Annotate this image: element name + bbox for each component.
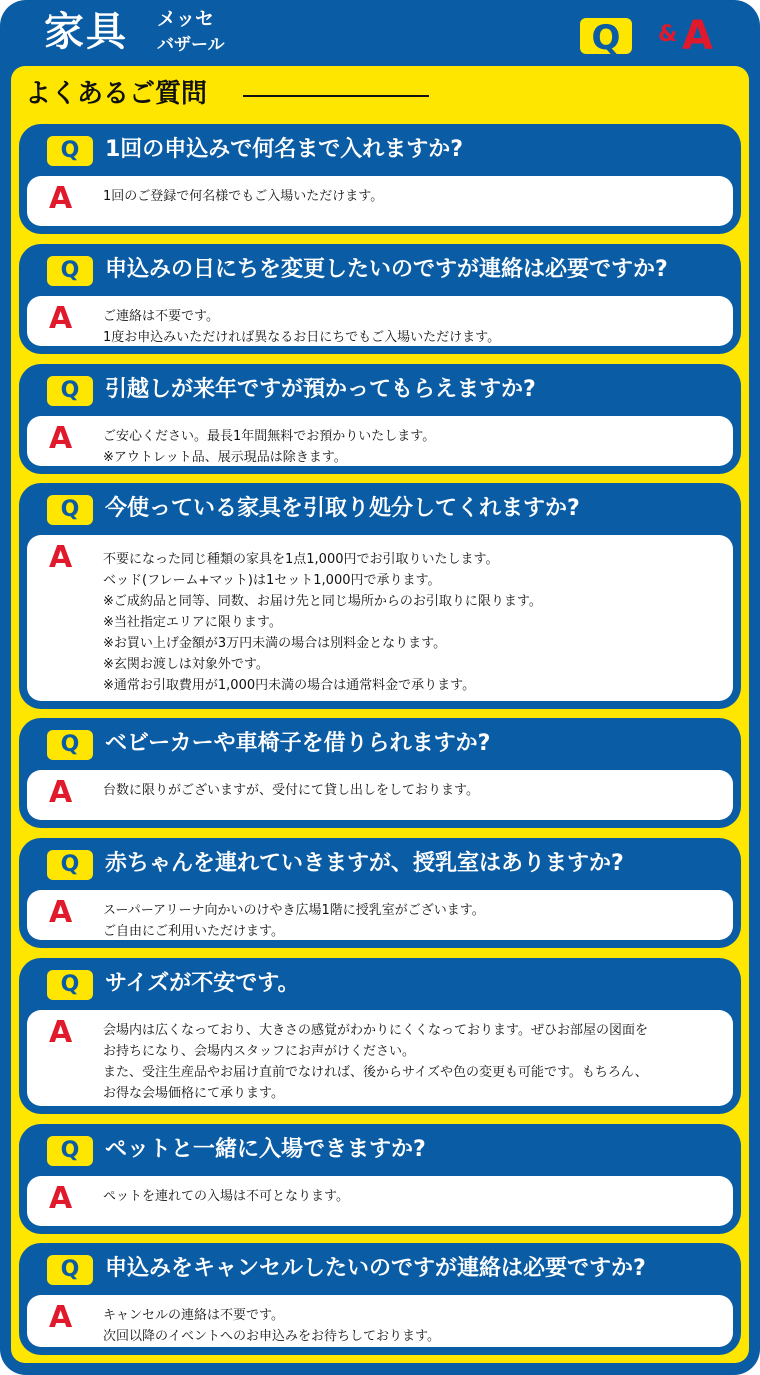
section-title: よくあるご質問 — [25, 79, 208, 109]
question-row — [19, 364, 741, 416]
q-badge: Q — [47, 495, 93, 525]
a-badge: A — [49, 540, 73, 575]
q-badge: Q — [47, 256, 93, 286]
question-text: ベビーカーや車椅子を借りられますか? — [105, 731, 491, 756]
question-row — [19, 958, 741, 1010]
a-badge: A — [49, 421, 73, 456]
question-row — [19, 1243, 741, 1295]
q-badge: Q — [47, 970, 93, 1000]
question-text: サイズが不安です。 — [105, 971, 300, 996]
a-badge: A — [49, 895, 73, 930]
q-badge: Q — [47, 376, 93, 406]
question-text: 1回の申込みで何名まで入れますか? — [105, 137, 464, 162]
answer-text: 不要になった同じ種類の家具を1点1,000円でお引取りいたします。 ベッド(フレーム+マット)は1セット1,000円で承ります。 ※ご成約品と同等、同数、お届け先と同じ場所からのお引取りに限ります。 ※当社指定エリアに限ります。 ※お買い上げ金額が3万円未満の場合は別料金となります。 ※玄関お渡しは対象外です。 ※通常お引取費用が1,000円未満の場合は通常料金で承ります。 — [103, 552, 542, 693]
qa-logo-q: Q — [578, 16, 634, 56]
answer-box — [27, 176, 733, 226]
answer-box — [27, 296, 733, 346]
logo-subtitle-2: バザール — [157, 35, 225, 55]
faq-item-3 — [19, 364, 741, 474]
answer-box — [27, 1010, 733, 1106]
question-text: 今使っている家具を引取り処分してくれますか? — [105, 496, 580, 521]
answer-text: ご連絡は不要です。 1度お申込みいただければ異なるお日にちでもご入場いただけます。 — [103, 309, 501, 345]
qa-logo-amp: & — [658, 22, 678, 47]
faq-panel — [11, 66, 749, 1363]
question-row — [19, 1124, 741, 1176]
answer-text: 1回のご登録で何名様でもご入場いただけます。 — [103, 189, 384, 204]
q-badge: Q — [47, 1136, 93, 1166]
a-badge: A — [49, 1300, 73, 1335]
a-badge: A — [49, 1181, 73, 1216]
answer-text: ご安心ください。最長1年間無料でお預かりいたします。 ※アウトレット品、展示現品は除きます。 — [103, 429, 436, 465]
faq-item-2 — [19, 244, 741, 354]
question-row — [19, 718, 741, 770]
faq-item-9 — [19, 1243, 741, 1355]
answer-box — [27, 535, 733, 701]
faq-item-1 — [19, 124, 741, 234]
answer-text: 台数に限りがございますが、受付にて貸し出しをしております。 — [103, 783, 479, 798]
qa-logo-a: A — [682, 13, 713, 59]
question-text: 申込みの日にちを変更したいのですが連絡は必要ですか? — [105, 257, 668, 282]
a-badge: A — [49, 181, 73, 216]
answer-box — [27, 1176, 733, 1226]
question-text: ペットと一緒に入場できますか? — [105, 1137, 426, 1162]
q-badge: Q — [47, 1255, 93, 1285]
question-row — [19, 124, 741, 176]
answer-text: スーパーアリーナ向かいのけやき広場1階に授乳室がございます。 ご自由にご利用いただけます。 — [103, 903, 485, 939]
a-badge: A — [49, 775, 73, 810]
answer-box — [27, 890, 733, 940]
answer-text: 会場内は広くなっており、大きさの感覚がわかりにくくなっております。ぜひお部屋の図面を お持ちになり、会場内スタッフにお声がけください。 また、受注生産品やお届け直前でなければ、後からサイズや色の変更も可能です。もちろん、 お得な会場価格にて承ります。 — [103, 1023, 648, 1101]
faq-item-5 — [19, 718, 741, 828]
question-row — [19, 838, 741, 890]
qa-logo — [578, 13, 728, 60]
answer-box — [27, 1295, 733, 1347]
logo-subtitle-1: メッセ — [157, 8, 215, 30]
faq-item-8 — [19, 1124, 741, 1234]
answer-text: キャンセルの連絡は不要です。 次回以降のイベントへのお申込みをお待ちしております。 — [103, 1308, 440, 1344]
answer-text: ペットを連れての入場は不可となります。 — [103, 1189, 349, 1204]
question-text: 申込みをキャンセルしたいのですが連絡は必要ですか? — [105, 1256, 646, 1281]
faq-item-4 — [19, 483, 741, 709]
q-badge: Q — [47, 136, 93, 166]
question-row — [19, 244, 741, 296]
faq-item-6 — [19, 838, 741, 948]
a-badge: A — [49, 301, 73, 336]
answer-box — [27, 416, 733, 466]
answer-box — [27, 770, 733, 820]
q-badge: Q — [47, 850, 93, 880]
a-badge: A — [49, 1015, 73, 1050]
q-badge: Q — [47, 730, 93, 760]
question-text: 引越しが来年ですが預かってもらえますか? — [105, 377, 536, 402]
faq-item-7 — [19, 958, 741, 1114]
header — [0, 0, 760, 66]
question-text: 赤ちゃんを連れていきますが、授乳室はありますか? — [105, 851, 624, 876]
logo-title: 家具 — [44, 9, 128, 55]
question-row — [19, 483, 741, 535]
title-rule — [243, 95, 429, 97]
